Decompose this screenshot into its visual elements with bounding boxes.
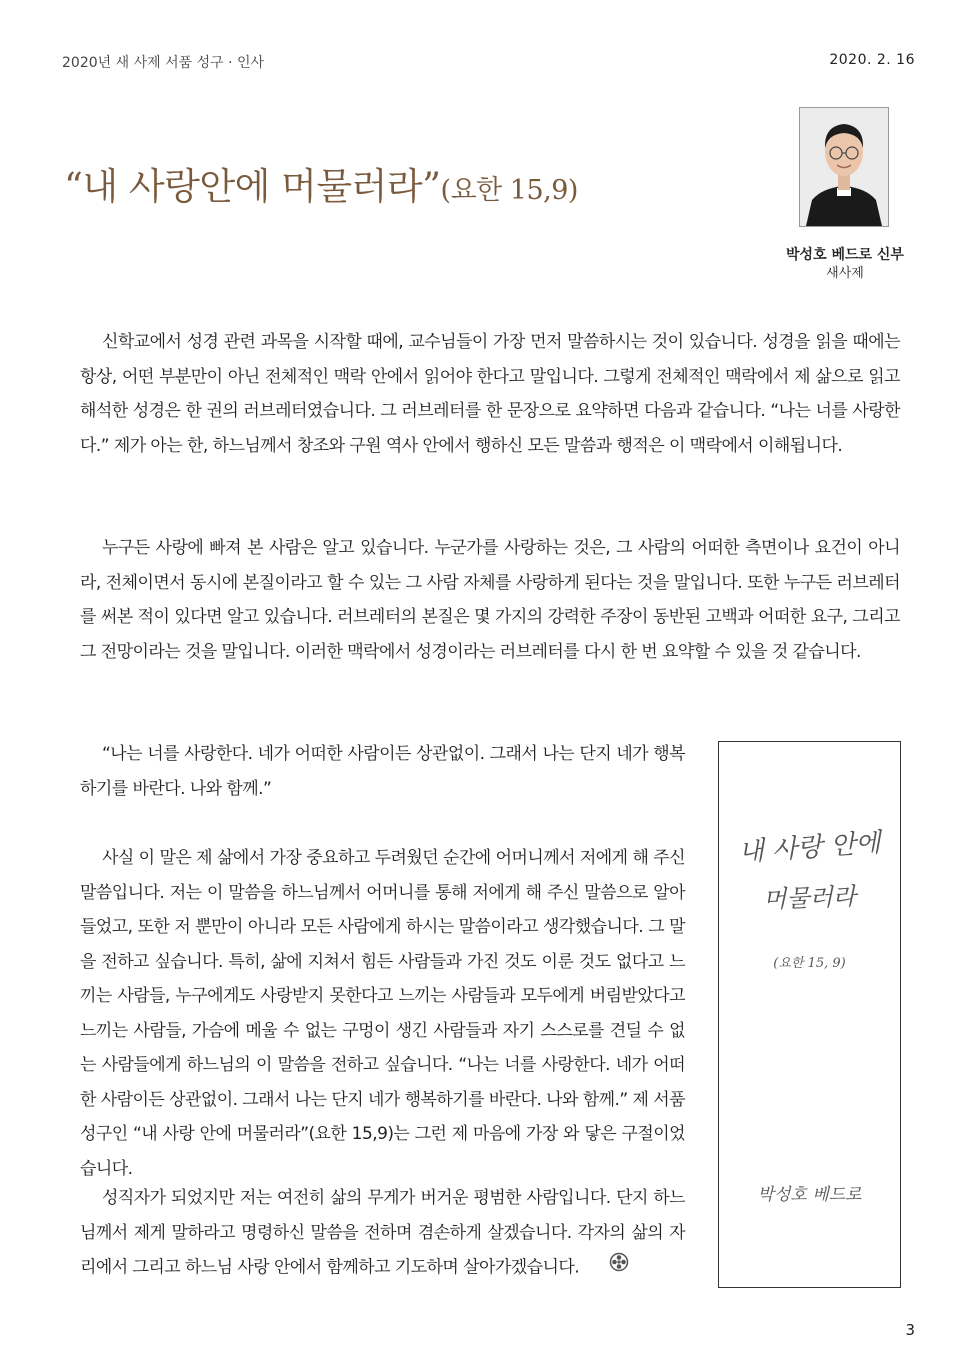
page-number: 3	[905, 1321, 915, 1339]
body-paragraph-quote: “나는 너를 사랑한다. 네가 어떠한 사람이든 상관없이. 그래서 나는 단지 네가 행복하기를 바란다. 나와 함께.”	[80, 744, 685, 799]
calligraphy-signature: 박성호 베드로	[757, 1185, 862, 1205]
calligraphy-card	[718, 741, 901, 1288]
body-paragraph-1: 신학교에서 성경 관련 과목을 시작할 때에, 교수님들이 가장 먼저 말씀하시는 것이 있습니다. 성경을 읽을 때에는 항상, 어떤 부분만이 아닌 전체적인 맥락 안에서 읽어야 한다고 말입니다. 그렇게 전체적인 맥락에서 제 삶으로 읽고 해석한 성경은 한 권의 러브레터였습니다. 그 러브레터를 한 문장으로 요약하면 다음과 같습니다. “나는 너를 사랑한다.” 제가 아는 한, 하느님께서 창조와 구원 역사 안에서 행하신 모든 말씀과 행적은 이 맥락에서 이해됩니다.	[80, 332, 900, 456]
body-paragraph-5	[80, 1181, 685, 1285]
body-paragraph-4: 사실 이 말은 제 삶에서 가장 중요하고 두려웠던 순간에 어머니께서 저에게 해 주신 말씀입니다. 저는 이 말씀을 하느님께서 어머니를 통해 저에게 해 주신 말씀으로 알아들었고, 또한 저 뿐만이 아니라 모든 사람에게 하시는 말씀이라고 생각했습니다. 그 말을 전하고 싶습니다. 특히, 삶에 지쳐서 힘든 사람들과 가진 것도 이룬 것도 없다고 느끼는 사람들, 누구에게도 사랑받지 못한다고 느끼는 사람들과 모두에게 버림받았다고 느끼는 사람들, 가슴에 메울 수 없는 구멍이 생긴 사람들과 자기 스스로를 견딜 수 없는 사람들에게 하느님의 이 말씀을 전하고 싶습니다. “나는 너를 사랑한다. 네가 어떠한 사람이든 상관없이. 그래서 나는 단지 네가 행복하기를 바란다. 나와 함께.” 제 서품 성구인 “내 사랑 안에 머물러라”(요한 15,9)는 그런 제 마음에 가장 와 닿은 구절이었습니다.	[80, 848, 685, 1179]
body-paragraph-2: 누구든 사랑에 빠져 본 사람은 알고 있습니다. 누군가를 사랑하는 것은, 그 사람의 어떠한 측면이나 요건이 아니라, 전체이면서 동시에 본질이라고 할 수 있는 그 사람 자체를 사랑하게 된다는 것을 말입니다. 또한 누구든 러브레터를 써본 적이 있다면 알고 있습니다. 러브레터의 본질은 몇 가지의 강력한 주장이 동반된 고백과 어떠한 요구, 그리고 그 전망이라는 것을 말입니다. 이러한 맥락에서 성경이라는 러브레터를 다시 한 번 요약할 수 있을 것 같습니다.	[80, 538, 900, 662]
calligraphy-line-1: 내 사랑 안에	[737, 828, 882, 868]
header-date: 2020. 2. 16	[829, 52, 915, 68]
flower-ornament-icon	[587, 1250, 629, 1285]
calligraphy-reference: (요한 15, 9)	[773, 956, 846, 971]
portrait-illustration	[800, 108, 888, 226]
title-reference: (요한 15,9)	[440, 175, 578, 206]
calligraphy-line-2: 머물러라	[762, 882, 857, 914]
body-paragraph-5-text: 성직자가 되었지만 저는 여전히 삶의 무게가 버거운 평범한 사람입니다. 단지 하느님께서 제게 말하라고 명령하신 말씀을 전하며 겸손하게 살겠습니다. 각자의 삶의 자리에서 그리고 하느님 사랑 안에서 함께하고 기도하며 살아가겠습니다.	[80, 1188, 685, 1278]
author-role: 새사제	[826, 266, 864, 281]
author-photo	[799, 107, 889, 227]
author-name: 박성호 베드로 신부	[786, 247, 904, 263]
article-title	[64, 156, 578, 210]
title-quote: “내 사랑안에 머물러라”	[64, 165, 441, 208]
header-section-title: 2020년 새 사제 서품 성구 · 인사	[62, 55, 265, 71]
